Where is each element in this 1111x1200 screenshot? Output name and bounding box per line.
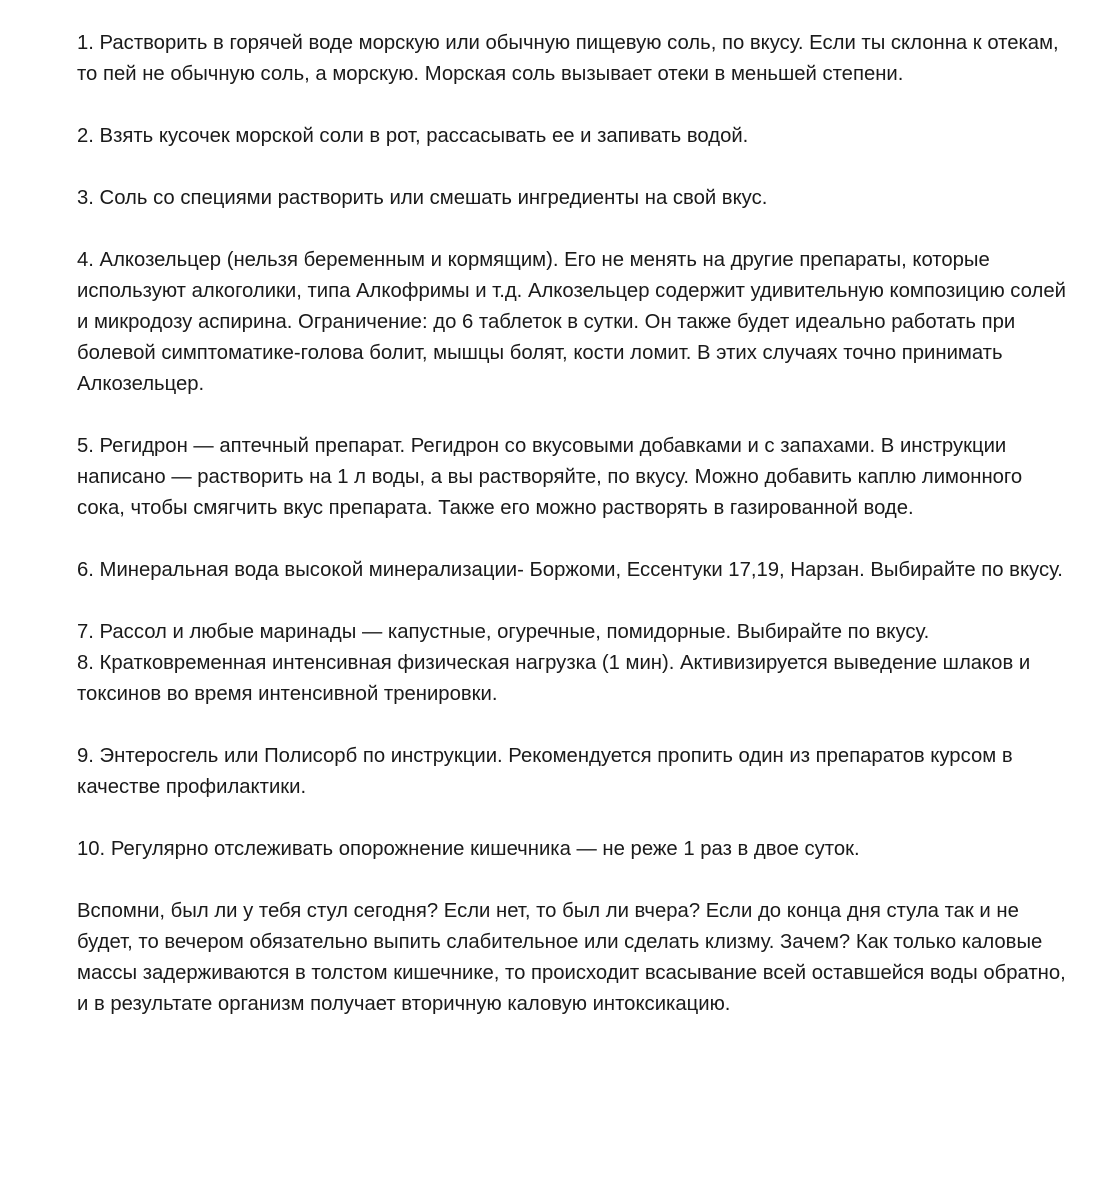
paragraph-item-9: 9. Энтеросгель или Полисорб по инструкции. Рекомендуется пропить один из препаратов курсом в качестве профилактики. [77,745,1013,798]
paragraph-item-3: 3. Соль со специями растворить или смешать ингредиенты на свой вкус. [77,187,768,209]
paragraph-item-7: 7. Рассол и любые маринады — капустные, огуречные, помидорные. Выбирайте по вкусу. [77,621,930,643]
paragraph-item-4: 4. Алкозельцер (нельзя беременным и кормящим). Его не менять на другие препараты, которые используют алкоголики, типа Алкофримы и т.д. Алкозельцер содержит удивительную композицию солей и микродозу аспирина. Ограничение: до 6 таблеток в сутки. Он также будет идеально работать при болевой симптоматике-голова болит, мышцы болят, кости ломит. В этих случаях точно принимать Алкозельцер. [77,249,1066,395]
article-body [77,28,1067,1051]
paragraph-item-10: 10. Регулярно отслеживать опорожнение кишечника — не реже 1 раз в двое суток. [77,838,860,860]
paragraph-item-6: 6. Минеральная вода высокой минерализации- Боржоми, Ессентуки 17,19, Нарзан. Выбирайте по вкусу. [77,559,1063,581]
paragraph-item-2: 2. Взять кусочек морской соли в рот, рассасывать ее и запивать водой. [77,125,749,147]
paragraph-conclusion: Вспомни, был ли у тебя стул сегодня? Если нет, то был ли вчера? Если до конца дня стула так и не будет, то вечером обязательно выпить слабительное или сделать клизму. Зачем? Как только каловые массы задерживаются в толстом кишечнике, то происходит всасывание всей оставшейся воды обратно, и в результате организм получает вторичную каловую интоксикацию. [77,900,1066,1015]
paragraph-item-8: 8. Кратковременная интенсивная физическая нагрузка (1 мин). Активизируется выведение шлаков и токсинов во время интенсивной тренировки. [77,652,1031,705]
paragraph-item-5: 5. Регидрон — аптечный препарат. Регидрон со вкусовыми добавками и с запахами. В инструкции написано — растворить на 1 л воды, а вы растворяйте, по вкусу. Можно добавить каплю лимонного сока, чтобы смягчить вкус препарата. Также его можно растворять в газированной воде. [77,435,1023,519]
paragraph-item-1: 1. Растворить в горячей воде морскую или обычную пищевую соль, по вкусу. Если ты склонна к отекам, то пей не обычную соль, а морскую. Морская соль вызывает отеки в меньшей степени. [77,32,1059,85]
